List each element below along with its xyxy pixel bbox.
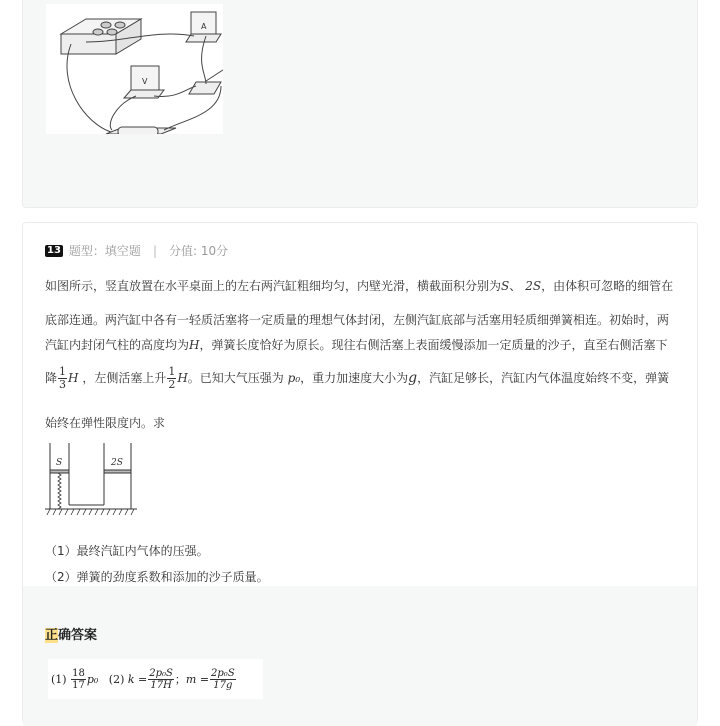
question-line-5: 始终在弹性限度内。求 [45, 416, 166, 430]
ammeter-label: A [201, 22, 207, 31]
fraction-one-third: $\frac{1}{3}$ [59, 365, 67, 391]
left-area-label: S [56, 458, 63, 468]
sub-question-1: （1）最终汽缸内气体的压强。 [45, 544, 209, 558]
fraction-one-half: $\frac{1}{2}$ [168, 365, 176, 391]
voltmeter-label: V [142, 77, 148, 86]
answer-title-highlight: 正 [45, 628, 59, 643]
answer-formula-image: (1) $\frac{18}{17}$ p₀ (2) k = $\frac{\text{2p₀S}}{17H}$ ； m = $\frac{\text{2p₀S}}{17g}$ [48, 659, 263, 699]
answer-title: 正确答案 [45, 628, 98, 643]
question-number-badge: 13 [47, 244, 61, 256]
cylinders-figure [45, 441, 145, 521]
question-score: 分值: 10分 [168, 244, 229, 258]
answer-section [23, 586, 697, 726]
question-meta [45, 242, 228, 259]
sub-question-2: （2）弹簧的劲度系数和添加的沙子质量。 [45, 570, 269, 584]
question-line-4: 降 $\frac{1}{3}$ H ，左侧活塞上升 $\frac{1}{2}$ H。已知大气压强为 p₀，重力加速度大小为g，汽缸足够长，汽缸内气体温度始终不变，弹簧 [45, 365, 670, 391]
circuit-diagram-image [46, 4, 223, 134]
question-type: 题型：填空题 [68, 244, 141, 258]
question-line-3: 汽缸内封闭气柱的高度均为H，弹簧长度恰好为原长。现往右侧活塞上表面缓慢添加一定质量的沙子，直至右侧活塞下 [45, 338, 668, 352]
question-card [22, 222, 698, 724]
question-line-1: 如图所示，竖直放置在水平桌面上的左右两汽缸粗细均匀，内壁光滑，横截面积分别为S、 2S，由体积可忽略的细管在 [45, 279, 674, 293]
meta-separator: | [152, 243, 157, 258]
right-area-label: 2S [111, 458, 123, 468]
question-line-2: 底部连通。两汽缸中各有一轻质活塞将一定质量的理想气体封闭，左侧汽缸底部与活塞用轻质细弹簧相连。初始时，两 [45, 313, 670, 327]
previous-question-card [22, 0, 698, 208]
